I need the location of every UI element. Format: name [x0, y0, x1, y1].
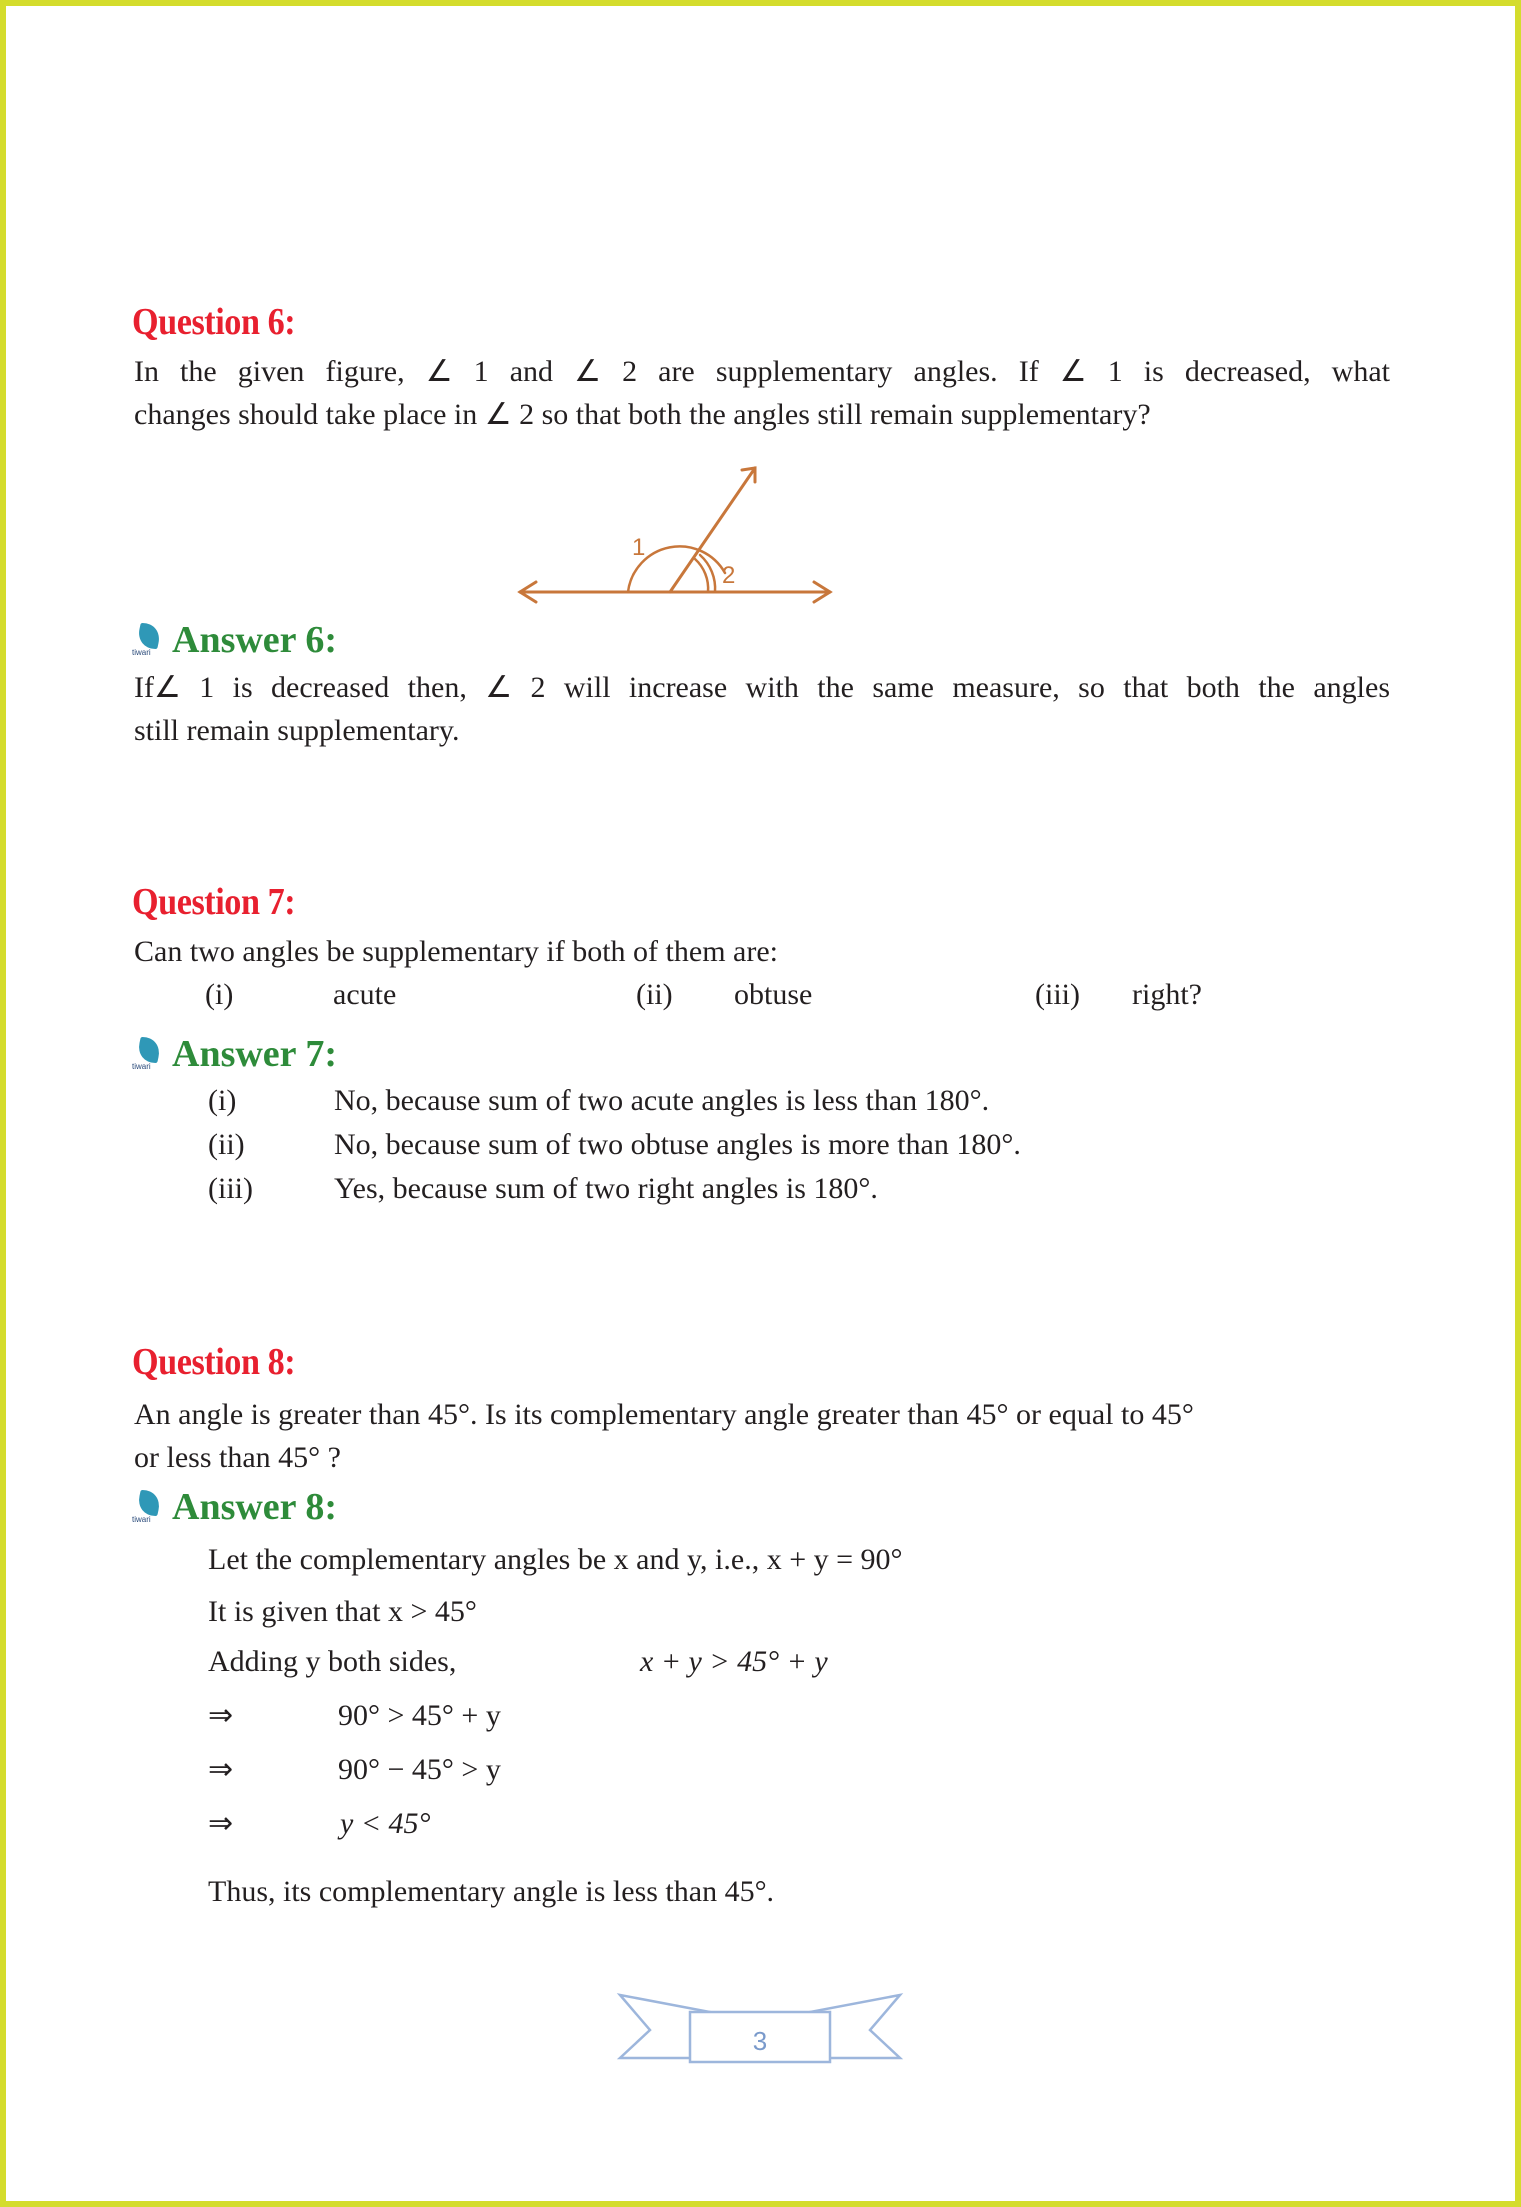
question-7-option-3-num: (iii): [1035, 978, 1080, 1011]
answer-7-item-3-num: (iii): [208, 1172, 253, 1205]
angle-2-label: 2: [722, 562, 736, 589]
tiwari-logo-icon: tiwari: [132, 623, 166, 657]
answer-7-heading-row: [132, 1032, 337, 1076]
implies-arrow: ⇒: [208, 1807, 234, 1840]
page-number: 3: [752, 2026, 768, 2056]
answer-6-line-2: still remain supplementary.: [134, 714, 460, 747]
angle-1-label: 1: [632, 534, 646, 561]
question-7-text: Can two angles be supplementary if both of them are:: [134, 935, 778, 968]
question-8-line-2: or less than 45° ?: [134, 1441, 341, 1474]
question-7-option-2-label: obtuse: [734, 978, 813, 1011]
question-6-line-1: In the given figure, ∠ 1 and ∠ 2 are supplementary angles. If ∠ 1 is decreased, what: [134, 355, 1390, 388]
question-6-text: [134, 350, 1390, 436]
answer-7-item-1-text: No, because sum of two acute angles is less than 180°.: [334, 1084, 990, 1117]
question-8-heading: Question 8:: [132, 1341, 296, 1383]
question-7-option-2-num: (ii): [636, 978, 673, 1011]
answer-6-text: [134, 666, 1390, 752]
question-7-option-1-label: acute: [333, 978, 397, 1011]
question-8-line-1: An angle is greater than 45°. Is its complementary angle greater than 45° or equal to 45°: [134, 1398, 1194, 1431]
answer-6-line-1: If∠ 1 is decreased then, ∠ 2 will increase with the same measure, so that both the angles: [134, 671, 1390, 704]
supplementary-angles-figure: [510, 455, 840, 615]
answer-8-step-1: 90° > 45° + y: [338, 1699, 501, 1732]
answer-8-heading: Answer 8:: [172, 1486, 338, 1528]
question-6-line-2: changes should take place in ∠ 2 so that both the angles still remain supplementary?: [134, 398, 1151, 431]
question-8-text: [134, 1393, 1390, 1479]
answer-8-step-3: y < 45°: [340, 1807, 431, 1840]
question-7-option-1-num: (i): [205, 978, 234, 1011]
answer-8-step-2: 90° − 45° > y: [338, 1753, 501, 1786]
question-7-heading: Question 7:: [132, 881, 296, 923]
answer-7-item-2-num: (ii): [208, 1128, 245, 1161]
answer-6-heading: Answer 6:: [172, 619, 338, 661]
answer-7-item-2-text: No, because sum of two obtuse angles is more than 180°.: [334, 1128, 1021, 1161]
tiwari-logo-icon: tiwari: [132, 1490, 166, 1524]
question-6-heading: Question 6:: [132, 301, 296, 343]
implies-arrow: ⇒: [208, 1753, 234, 1786]
answer-7-heading: Answer 7:: [172, 1033, 338, 1075]
answer-8-line-3-label: Adding y both sides,: [208, 1645, 457, 1678]
answer-8-line-2: It is given that x > 45°: [208, 1595, 477, 1628]
answer-6-heading-row: [132, 618, 337, 662]
question-7-option-3-label: right?: [1132, 978, 1202, 1011]
answer-8-line-3-math: x + y > 45° + y: [640, 1645, 828, 1678]
answer-8-line-1: Let the complementary angles be x and y, i.e., x + y = 90°: [208, 1543, 903, 1576]
answer-7-item-3-text: Yes, because sum of two right angles is 180°.: [334, 1172, 878, 1205]
tiwari-logo-icon: tiwari: [132, 1037, 166, 1071]
answer-7-item-1-num: (i): [208, 1084, 237, 1117]
implies-arrow: ⇒: [208, 1699, 234, 1732]
answer-8-conclusion: Thus, its complementary angle is less than 45°.: [208, 1875, 775, 1908]
answer-8-heading-row: [132, 1485, 337, 1529]
